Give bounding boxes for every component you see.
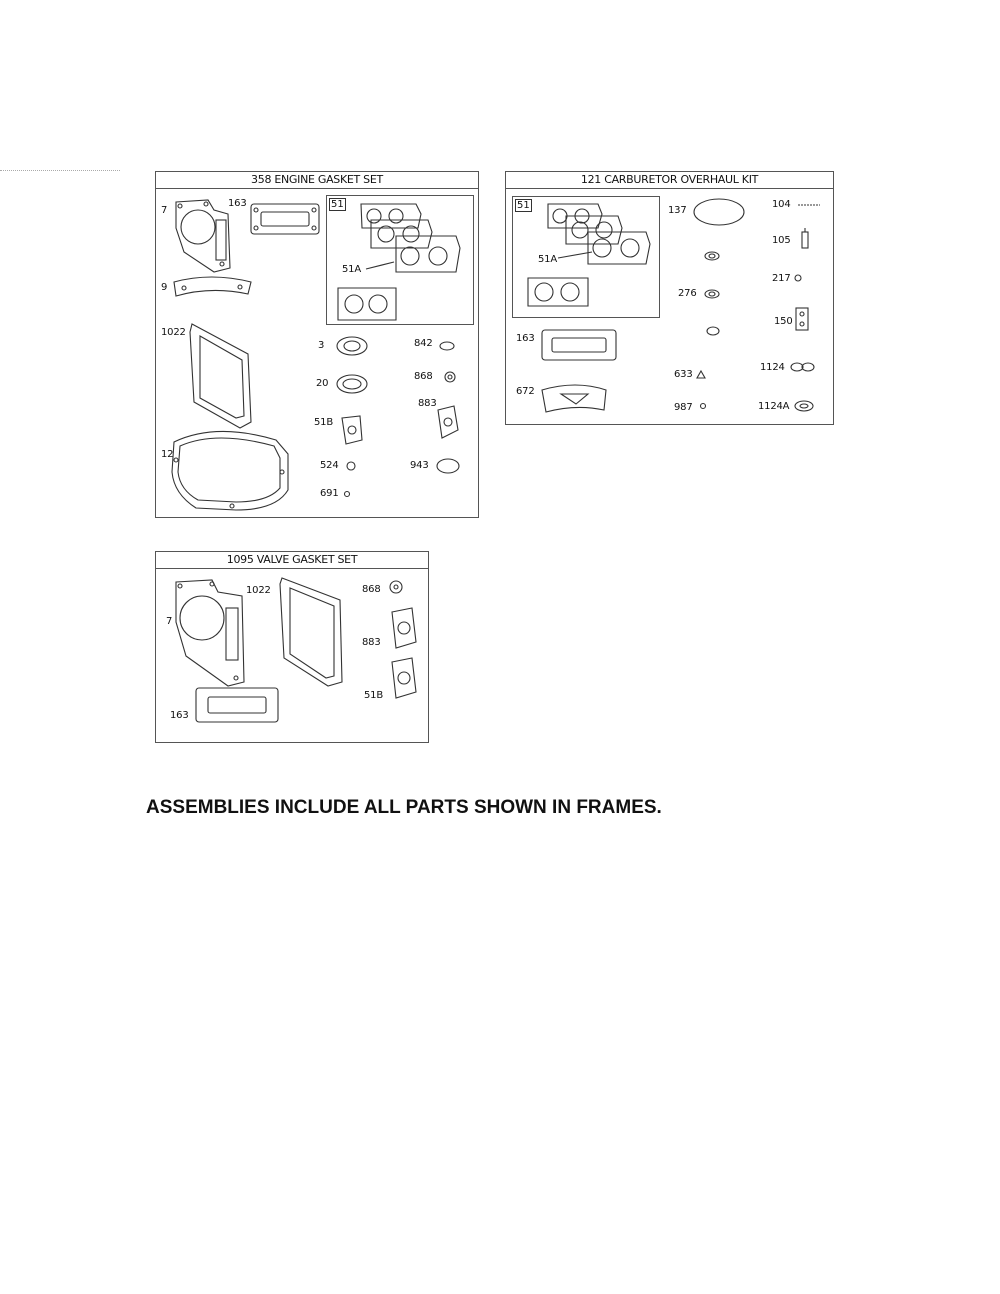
label-163: 163 xyxy=(170,710,189,721)
part-1124a xyxy=(795,401,813,411)
label-20: 20 xyxy=(316,378,329,389)
label-104: 104 xyxy=(772,199,791,210)
part-137-float-bowl-gasket xyxy=(694,199,744,225)
label-12: 12 xyxy=(161,449,174,460)
part-12-crankcase-gasket xyxy=(172,431,288,510)
part-672-gasket xyxy=(542,385,606,412)
label-524: 524 xyxy=(320,460,339,471)
label-868: 868 xyxy=(414,371,433,382)
part-7-cylinder-head-gasket xyxy=(176,200,230,272)
label-1022: 1022 xyxy=(161,327,186,338)
label-150: 150 xyxy=(774,316,793,327)
label-883: 883 xyxy=(418,398,437,409)
engine-gasket-set-frame xyxy=(155,171,479,518)
part-7-cylinder-head-gasket xyxy=(176,580,244,686)
part-163-gasket xyxy=(196,688,278,722)
part-1022-rocker-cover-gasket xyxy=(280,578,342,686)
part-51b xyxy=(342,416,362,444)
label-883: 883 xyxy=(362,637,381,648)
label-51b: 51B xyxy=(364,690,383,701)
part-1124 xyxy=(791,363,814,371)
label-51a: 51A xyxy=(342,264,361,275)
label-633: 633 xyxy=(674,369,693,380)
label-163: 163 xyxy=(228,198,247,209)
label-3: 3 xyxy=(318,340,325,351)
valve-gasket-set-illustration xyxy=(156,552,428,742)
label-276: 276 xyxy=(678,288,697,299)
label-691: 691 xyxy=(320,488,339,499)
label-7: 7 xyxy=(161,205,168,216)
label-943: 943 xyxy=(410,460,429,471)
label-217: 217 xyxy=(772,273,791,284)
part-105 xyxy=(802,228,808,248)
part-842 xyxy=(440,342,454,350)
carburetor-overhaul-kit-frame xyxy=(505,171,834,425)
part-524 xyxy=(347,462,355,470)
part-spring-small xyxy=(705,252,719,260)
label-672: 672 xyxy=(516,386,535,397)
part-3-oil-seal xyxy=(337,337,367,355)
part-883 xyxy=(438,406,458,438)
part-633 xyxy=(697,371,705,378)
part-987 xyxy=(701,404,706,409)
valve-gasket-set-title: 1095 VALVE GASKET SET xyxy=(156,552,428,569)
part-163-gasket xyxy=(542,330,616,360)
part-883 xyxy=(392,608,416,648)
label-137: 137 xyxy=(668,205,687,216)
engine-gasket-set-title: 358 ENGINE GASKET SET xyxy=(156,172,478,189)
label-51b: 51B xyxy=(314,417,333,428)
label-1022: 1022 xyxy=(246,585,271,596)
assemblies-note: ASSEMBLIES INCLUDE ALL PARTS SHOWN IN FRAMES. xyxy=(146,797,662,818)
sub-frame-tag: 51 xyxy=(331,199,344,210)
part-217 xyxy=(795,275,801,281)
label-1124: 1124 xyxy=(760,362,785,373)
part-943 xyxy=(437,459,459,473)
label-987: 987 xyxy=(674,402,693,413)
valve-gasket-set-frame xyxy=(155,551,429,743)
part-9-breather-gasket xyxy=(174,277,251,296)
part-276 xyxy=(705,290,719,298)
label-842: 842 xyxy=(414,338,433,349)
carb-gasket-subframe xyxy=(512,196,660,318)
part-868 xyxy=(390,581,402,593)
label-868: 868 xyxy=(362,584,381,595)
label-7: 7 xyxy=(166,616,173,627)
part-868 xyxy=(445,372,455,382)
part-150 xyxy=(796,308,808,330)
engine-carb-gasket-subframe xyxy=(326,195,474,325)
part-163-gasket xyxy=(251,204,319,234)
scan-dotted-line xyxy=(0,170,120,171)
label-9: 9 xyxy=(161,282,168,293)
part-1022-rocker-cover-gasket xyxy=(190,324,251,428)
label-1124a: 1124A xyxy=(758,401,790,412)
label-163: 163 xyxy=(516,333,535,344)
sub-frame-tag: 51 xyxy=(517,200,530,211)
part-oring-small xyxy=(707,327,719,335)
part-51b xyxy=(392,658,416,698)
label-105: 105 xyxy=(772,235,791,246)
label-51a: 51A xyxy=(538,254,557,265)
part-691 xyxy=(345,492,350,497)
part-20-oil-seal xyxy=(337,375,367,393)
carburetor-overhaul-kit-title: 121 CARBURETOR OVERHAUL KIT xyxy=(506,172,833,189)
